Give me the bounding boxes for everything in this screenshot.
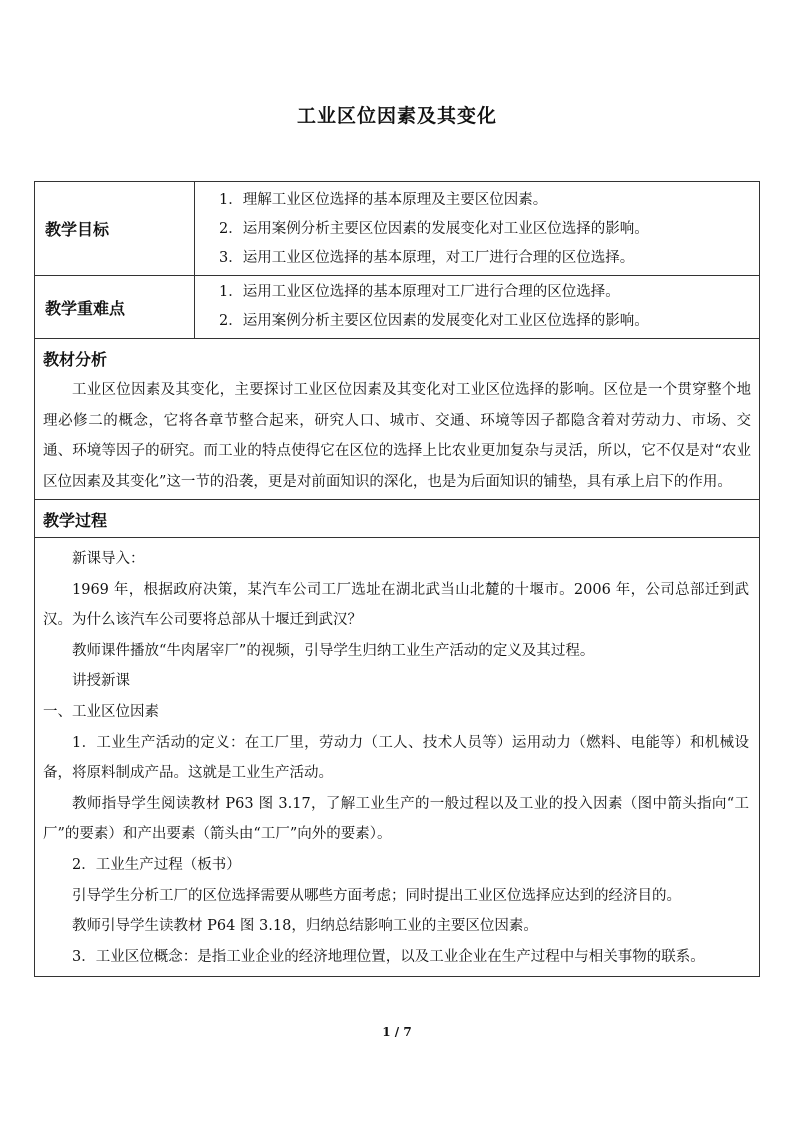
key-points-label: 教学重难点: [35, 276, 195, 339]
analysis-guidance-text: 引导学生分析工厂的区位选择需要从哪些方面考虑；同时提出工业区位选择应达到的经济目的。: [72, 887, 681, 904]
new-lesson-label: 讲授新课: [72, 673, 130, 690]
key-point-item: 1．运用工业区位选择的基本原理对工厂进行合理的区位选择。: [219, 284, 620, 300]
objectives-row: [35, 182, 760, 276]
page-number: 1 / 7: [382, 1025, 412, 1039]
objectives-content: [195, 182, 760, 276]
analysis-heading-row: [35, 339, 760, 500]
lesson-plan-table: [34, 181, 760, 977]
intro-label: 新课导入：: [72, 551, 145, 567]
process-content-row: [35, 538, 760, 977]
document-title: 工业区位因素及其变化: [296, 105, 497, 127]
process-title: 2．工业生产过程（板书）: [72, 856, 241, 873]
process-heading-row: [35, 500, 760, 538]
concept-text: 3．工业区位概念：是指工业企业的经济地理位置，以及工业企业在生产过程中与相关事物的联系。: [72, 948, 705, 965]
analysis-text: 工业区位因素及其变化，主要探讨工业区位因素及其变化对工业区位选择的影响。区位是一个贯穿整个地理必修二的概念，它将各章节整合起来，研究人口、城市、交通、环境等因子都隐含着对劳动力、市场、交通、环境等因子的研究。而工业的特点使得它在区位的选择上比农业更加复杂与灵活，所以，它不仅是对“农业区位因素及其变化”这一节的沿袭，更是对前面知识的深化，也是为后面知识的铺垫，具有承上启下的作用。: [43, 382, 751, 490]
objective-item: 2．运用案例分析主要区位因素的发展变化对工业区位选择的影响。: [219, 221, 649, 237]
section1-title: 一、工业区位因素: [43, 703, 159, 720]
objective-item: 3．运用工业区位选择的基本原理，对工厂进行合理的区位选择。: [219, 250, 635, 266]
definition-text: 1．工业生产活动的定义：在工厂里，劳动力（工人、技术人员等）运用动力（燃料、电能等）和机械设备，将原料制成产品。这就是工业生产活动。: [43, 734, 749, 782]
key-point-item: 2．运用案例分析主要区位因素的发展变化对工业区位选择的影响。: [219, 313, 649, 329]
key-points-content: [195, 276, 760, 339]
video-text: 教师课件播放“牛肉屠宰厂”的视频，引导学生归纳工业生产活动的定义及其过程。: [72, 642, 595, 659]
intro-text: 1969 年，根据政府决策，某汽车公司工厂选址在湖北武当山北麓的十堰市。2006 年，公司总部迁到武汉。为什么该汽车公司要将总部从十堰迁到武汉？: [43, 581, 749, 629]
objective-item: 1．理解工业区位选择的基本原理及主要区位因素。: [219, 192, 548, 208]
key-points-row: [35, 276, 760, 339]
analysis-heading: 教材分析: [43, 350, 108, 369]
read-text: 教师引导学生读教材 P64 图 3.18，归纳总结影响工业的主要区位因素。: [72, 918, 538, 935]
objectives-label: 教学目标: [35, 182, 195, 276]
guide-text: 教师指导学生阅读教材 P63 图 3.17，了解工业生产的一般过程以及工业的投入因素（图中箭头指向“工厂”的要素）和产出要素（箭头由“工厂”向外的要素）。: [43, 795, 749, 843]
process-heading: 教学过程: [43, 511, 108, 530]
